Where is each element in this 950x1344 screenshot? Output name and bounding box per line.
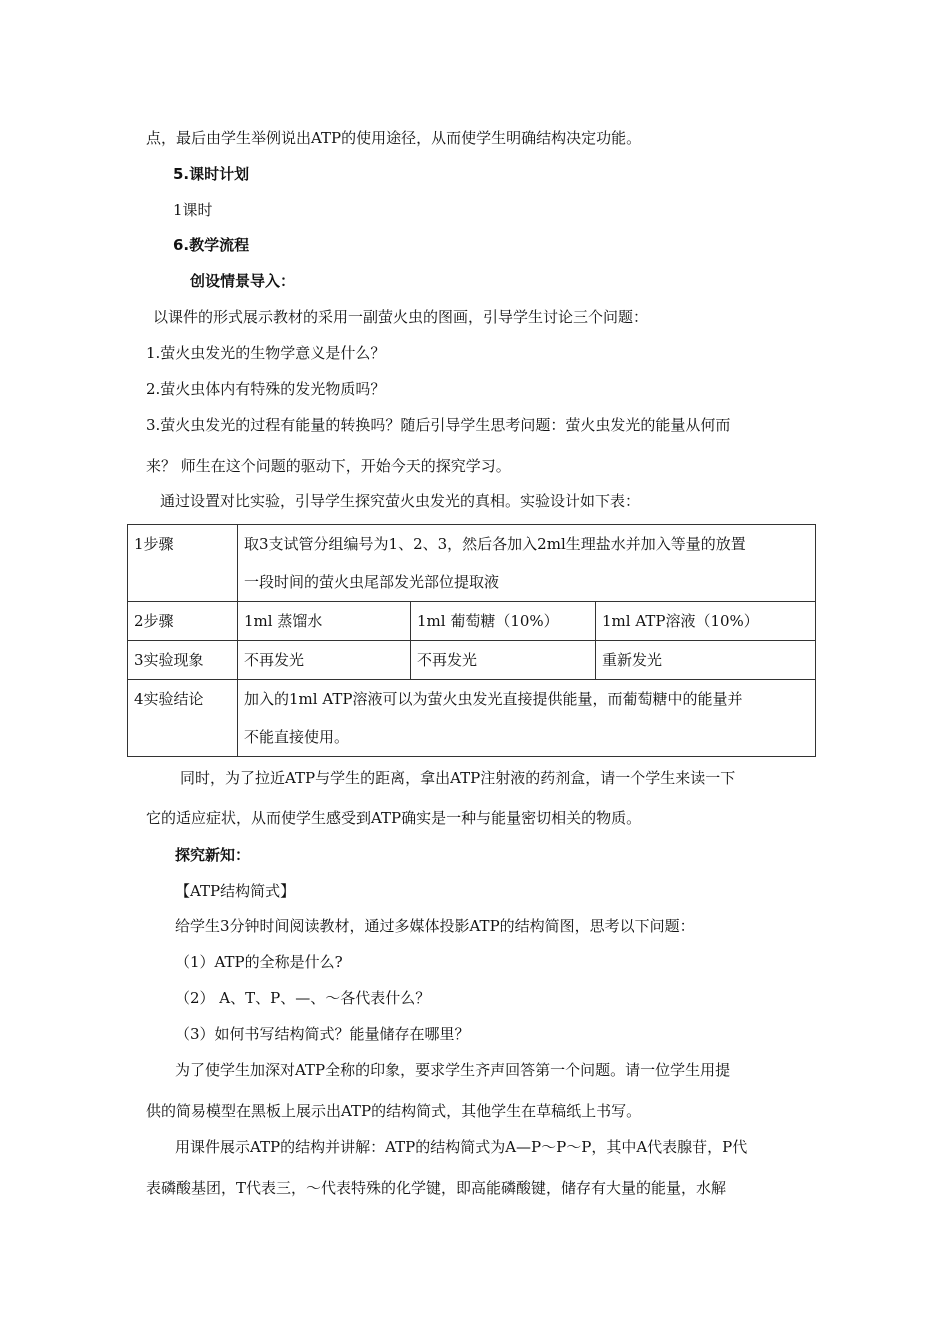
table-cell: 1ml ATP溶液（10%） — [596, 602, 816, 641]
question-item: （3）如何书写结构简式？能量储存在哪里？ — [175, 1025, 470, 1043]
paragraph-line: 为了使学生加深对ATP全称的印象，要求学生齐声回答第一个问题。请一位学生用提 — [175, 1061, 731, 1079]
cell-line: 一段时间的萤火虫尾部发光部位提取液 — [244, 573, 500, 591]
section-heading: 6.教学流程 — [173, 236, 250, 254]
table-row — [128, 680, 816, 757]
cell-line: 加入的1ml ATP溶液可以为萤火虫发光直接提供能量，而葡萄糖中的能量并 — [244, 690, 743, 708]
table-cell-label: 1步骤 — [128, 525, 238, 602]
sub-heading: 创设情景导入： — [190, 272, 296, 290]
question-item: （2） A、T、P、—、～各代表什么？ — [175, 989, 431, 1007]
paragraph-line: 表磷酸基团，T代表三，～代表特殊的化学键，即高能磷酸键，储存有大量的能量，水解 — [146, 1179, 727, 1197]
table-cell: 不再发光 — [238, 641, 411, 680]
table-row — [128, 641, 816, 680]
paragraph-line: 点，最后由学生举例说出ATP的使用途径，从而使学生明确结构决定功能。 — [146, 129, 642, 147]
question-item: 3.萤火虫发光的过程有能量的转换吗？随后引导学生思考问题：萤火虫发光的能量从何而 — [146, 416, 731, 434]
sub-heading: 探究新知： — [175, 846, 251, 864]
question-item: 1.萤火虫发光的生物学意义是什么？ — [146, 344, 386, 362]
table-cell: 重新发光 — [596, 641, 816, 680]
table-cell — [238, 680, 816, 757]
paragraph-line: 它的适应症状，从而使学生感受到ATP确实是一种与能量密切相关的物质。 — [146, 809, 642, 827]
paragraph-line: 通过设置对比实验，引导学生探究萤火虫发光的真相。实验设计如下表： — [160, 492, 641, 510]
paragraph-line: 同时，为了拉近ATP与学生的距离，拿出ATP注射液的药剂盒，请一个学生来读一下 — [180, 769, 736, 787]
experiment-table — [127, 524, 816, 757]
cell-line: 不能直接使用。 — [244, 728, 350, 746]
paragraph-line: 给学生3分钟时间阅读教材，通过多媒体投影ATP的结构简图，思考以下问题： — [175, 917, 695, 935]
cell-line: 取3支试管分组编号为1、2、3，然后各加入2ml生理盐水并加入等量的放置 — [244, 535, 746, 553]
table-cell-label: 4实验结论 — [128, 680, 238, 757]
table-cell: 不再发光 — [411, 641, 596, 680]
paragraph-line: 用课件展示ATP的结构并讲解：ATP的结构简式为A—P～P～P，其中A代表腺苷，P代 — [175, 1138, 748, 1156]
sub-heading: 【ATP结构简式】 — [175, 882, 296, 900]
table-cell-label: 3实验现象 — [128, 641, 238, 680]
section-heading: 5.课时计划 — [173, 165, 250, 183]
table-cell: 1ml 葡萄糖（10%） — [411, 602, 596, 641]
table-row — [128, 602, 816, 641]
table-row — [128, 525, 816, 602]
question-item: 2.萤火虫体内有特殊的发光物质吗？ — [146, 380, 386, 398]
paragraph-line: 供的简易模型在黑板上展示出ATP的结构简式，其他学生在草稿纸上书写。 — [146, 1102, 642, 1120]
paragraph-line: 以课件的形式展示教材的采用一副萤火虫的图画，引导学生讨论三个问题： — [153, 308, 649, 326]
table-cell-label: 2步骤 — [128, 602, 238, 641]
table-cell — [238, 525, 816, 602]
paragraph-line: 1课时 — [173, 201, 213, 219]
paragraph-line: 来？ 师生在这个问题的驱动下，开始今天的探究学习。 — [146, 457, 511, 475]
question-item: （1）ATP的全称是什么? — [175, 953, 343, 971]
table-cell: 1ml 蒸馏水 — [238, 602, 411, 641]
